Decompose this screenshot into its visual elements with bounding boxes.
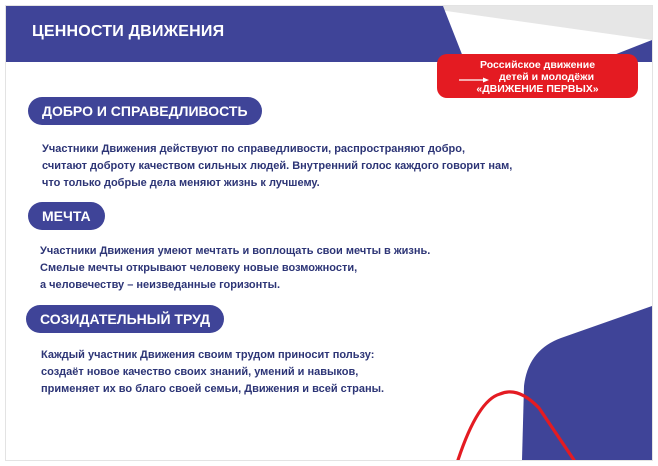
brand-line-3: «ДВИЖЕНИЕ ПЕРВЫХ» <box>476 83 599 95</box>
slide <box>6 6 652 460</box>
section-heading-creative-work: СОЗИДАТЕЛЬНЫЙ ТРУД <box>26 305 224 333</box>
brand-line-1: Российское движение <box>479 59 596 71</box>
text-line: применяет их во благо своей семьи, Движения и всей страны. <box>41 383 385 395</box>
text-line: Смелые мечты открывают человеку новые возможности, <box>40 262 358 274</box>
section-text-kindness <box>42 141 512 192</box>
text-line: Участники Движения умеют мечтать и воплощать свои мечты в жизнь. <box>40 245 431 257</box>
text-line: а человечеству – неизведанные горизонты. <box>40 279 281 291</box>
section-heading-kindness: ДОБРО И СПРАВЕДЛИВОСТЬ <box>28 97 262 125</box>
brand-line-2: детей и молодёжи <box>498 71 595 83</box>
corner-blue-shape <box>522 306 652 460</box>
section-text-creative-work <box>41 347 384 398</box>
text-line: что только добрые дела меняют жизнь к лучшему. <box>42 177 320 189</box>
text-line: создаёт новое качество своих знаний, умений и навыков, <box>41 366 359 378</box>
section-heading-dream: МЕЧТА <box>28 202 105 230</box>
text-line: Участники Движения действуют по справедливости, распространяют добро, <box>42 143 466 155</box>
text-line: Каждый участник Движения своим трудом приносит пользу: <box>41 349 375 361</box>
section-text-dream <box>40 243 430 294</box>
text-line: считают доброту качеством сильных людей. Внутренний голос каждого говорит нам, <box>42 160 513 172</box>
page-title: ЦЕННОСТИ ДВИЖЕНИЯ <box>32 23 225 40</box>
brand-badge <box>437 54 638 98</box>
